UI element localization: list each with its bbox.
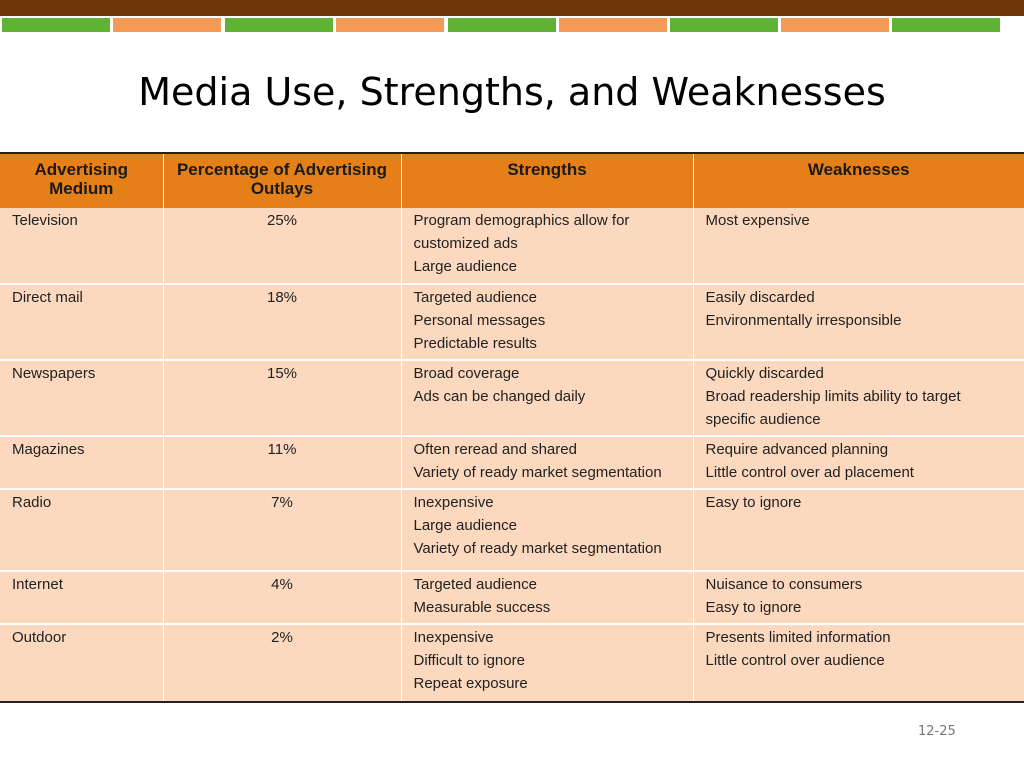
table-row — [0, 208, 1024, 284]
green-stripe — [2, 18, 110, 32]
slide-number: 12-25 — [918, 724, 956, 739]
cell-strengths — [401, 489, 693, 571]
strengths-line: customized ads — [413, 235, 518, 252]
cell-strengths — [401, 624, 693, 702]
orange-stripe — [559, 18, 667, 32]
strengths-line: Predictable results — [413, 335, 537, 352]
decorative-stripe-row — [0, 18, 1024, 32]
table-row — [0, 284, 1024, 360]
strengths-line: Measurable success — [413, 599, 551, 616]
cell-medium: Television — [0, 208, 163, 284]
table-body — [0, 208, 1024, 702]
cell-percentage: 18% — [163, 284, 401, 360]
cell-percentage: 7% — [163, 489, 401, 571]
cell-strengths — [401, 208, 693, 284]
cell-percentage: 15% — [163, 360, 401, 436]
weaknesses-line: Presents limited information — [705, 629, 891, 646]
strengths-line: Difficult to ignore — [413, 652, 525, 669]
cell-percentage: 2% — [163, 624, 401, 702]
header-advertising-medium: Advertising Medium — [0, 153, 163, 208]
table-row — [0, 489, 1024, 571]
weaknesses-line: Nuisance to consumers — [705, 576, 863, 593]
strengths-line: Broad coverage — [413, 365, 520, 382]
cell-strengths — [401, 284, 693, 360]
cell-medium: Radio — [0, 489, 163, 571]
weaknesses-line: Little control over ad placement — [705, 464, 914, 481]
cell-medium: Magazines — [0, 436, 163, 489]
table-row — [0, 436, 1024, 489]
cell-strengths — [401, 360, 693, 436]
orange-stripe — [336, 18, 444, 32]
weaknesses-line: Easily discarded — [705, 289, 815, 306]
cell-weaknesses — [693, 571, 1024, 624]
cell-medium: Internet — [0, 571, 163, 624]
weaknesses-line: Easy to ignore — [705, 599, 802, 616]
strengths-line: Large audience — [413, 258, 517, 275]
cell-strengths — [401, 571, 693, 624]
cell-weaknesses — [693, 624, 1024, 702]
weaknesses-line: Broad readership limits ability to target — [705, 388, 961, 405]
strengths-line: Targeted audience — [413, 289, 537, 306]
strengths-line: Repeat exposure — [413, 675, 528, 692]
green-stripe — [448, 18, 556, 32]
header-strengths: Strengths — [401, 153, 693, 208]
cell-percentage: 11% — [163, 436, 401, 489]
cell-medium: Outdoor — [0, 624, 163, 702]
strengths-line: Large audience — [413, 517, 517, 534]
slide-title: Media Use, Strengths, and Weaknesses — [138, 70, 886, 114]
cell-weaknesses — [693, 489, 1024, 571]
header-weaknesses: Weaknesses — [693, 153, 1024, 208]
header-percentage: Percentage of Advertising Outlays — [163, 153, 401, 208]
table-row — [0, 624, 1024, 702]
weaknesses-line: Quickly discarded — [705, 365, 824, 382]
strengths-line: Variety of ready market segmentation — [413, 464, 662, 481]
cell-weaknesses — [693, 436, 1024, 489]
strengths-line: Personal messages — [413, 312, 546, 329]
green-stripe — [892, 18, 1000, 32]
strengths-line: Targeted audience — [413, 576, 537, 593]
weaknesses-line: Most expensive — [705, 212, 810, 229]
weaknesses-line: specific audience — [705, 411, 821, 428]
cell-medium: Newspapers — [0, 360, 163, 436]
strengths-line: Program demographics allow for — [413, 212, 630, 229]
cell-weaknesses — [693, 208, 1024, 284]
table-header-row — [0, 153, 1024, 208]
green-stripe — [670, 18, 778, 32]
strengths-line: Often reread and shared — [413, 441, 577, 458]
table-row — [0, 360, 1024, 436]
weaknesses-line: Easy to ignore — [705, 494, 802, 511]
weaknesses-line: Environmentally irresponsible — [705, 312, 902, 329]
strengths-line: Variety of ready market segmentation — [413, 540, 662, 557]
cell-percentage: 25% — [163, 208, 401, 284]
orange-stripe — [113, 18, 221, 32]
orange-stripe — [781, 18, 889, 32]
cell-strengths — [401, 436, 693, 489]
cell-weaknesses — [693, 284, 1024, 360]
green-stripe — [225, 18, 333, 32]
cell-percentage: 4% — [163, 571, 401, 624]
top-brown-bar — [0, 0, 1024, 16]
weaknesses-line: Little control over audience — [705, 652, 885, 669]
strengths-line: Inexpensive — [413, 494, 494, 511]
cell-weaknesses — [693, 360, 1024, 436]
weaknesses-line: Require advanced planning — [705, 441, 889, 458]
media-table — [0, 152, 1024, 703]
strengths-line: Ads can be changed daily — [413, 388, 586, 405]
cell-medium: Direct mail — [0, 284, 163, 360]
strengths-line: Inexpensive — [413, 629, 494, 646]
table-row — [0, 571, 1024, 624]
